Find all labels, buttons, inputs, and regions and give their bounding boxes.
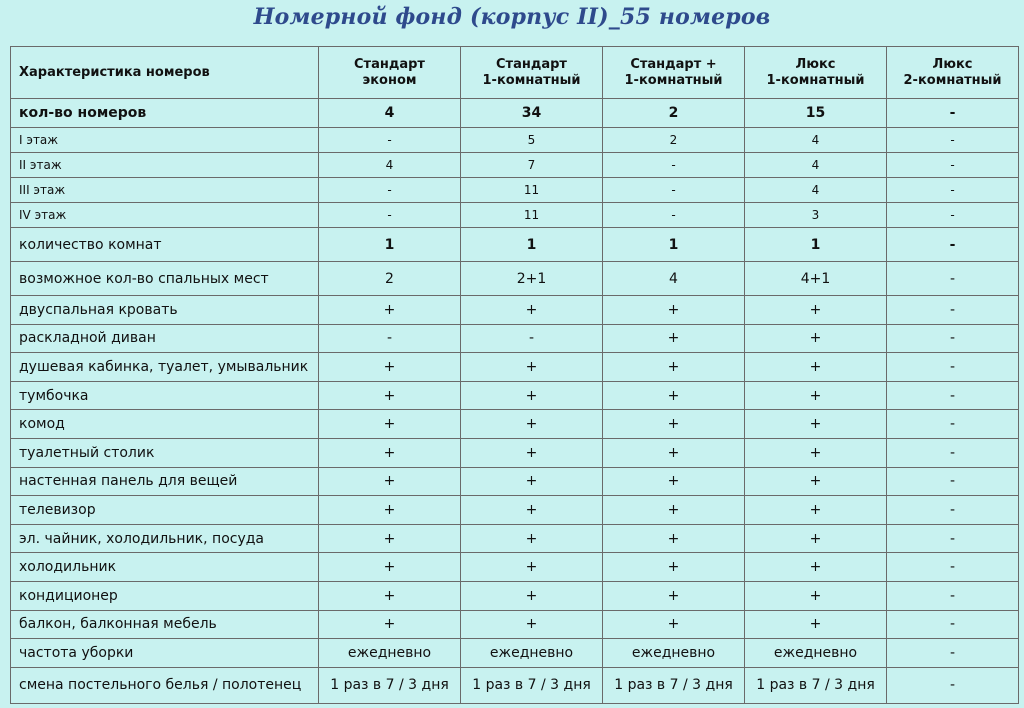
row-label: количество комнат	[11, 228, 319, 262]
table-cell: +	[319, 410, 461, 439]
table-cell: -	[887, 353, 1019, 382]
table-cell: 4	[603, 262, 745, 296]
table-cell: ежедневно	[319, 639, 461, 668]
table-cell: 15	[745, 99, 887, 128]
table-cell: +	[603, 438, 745, 467]
table-cell: +	[745, 553, 887, 582]
table-row	[11, 438, 1019, 467]
row-label: IV этаж	[11, 203, 319, 228]
column-header: Стандарт эконом	[319, 47, 461, 99]
table-cell: 3	[745, 203, 887, 228]
table-cell: 4	[745, 128, 887, 153]
row-label: смена постельного белья / полотенец	[11, 667, 319, 703]
table-cell: -	[887, 667, 1019, 703]
table-row	[11, 296, 1019, 325]
table-row	[11, 178, 1019, 203]
table-row	[11, 639, 1019, 668]
table-cell: +	[319, 381, 461, 410]
table-cell: +	[603, 353, 745, 382]
table-cell: -	[887, 610, 1019, 639]
table-cell: 1	[603, 228, 745, 262]
table-cell: +	[745, 296, 887, 325]
table-cell: +	[319, 353, 461, 382]
table-cell: +	[603, 524, 745, 553]
row-label: холодильник	[11, 553, 319, 582]
table-cell: +	[745, 610, 887, 639]
table-cell: 7	[461, 153, 603, 178]
table-cell: +	[745, 410, 887, 439]
table-cell: 4	[319, 99, 461, 128]
row-label: кол-во номеров	[11, 99, 319, 128]
row-label: кондиционер	[11, 581, 319, 610]
table-row	[11, 203, 1019, 228]
table-cell: 4	[745, 153, 887, 178]
table-cell: -	[887, 524, 1019, 553]
table-cell: +	[461, 524, 603, 553]
row-label: двуспальная кровать	[11, 296, 319, 325]
table-cell: -	[319, 178, 461, 203]
table-cell: +	[603, 496, 745, 525]
table-cell: -	[319, 203, 461, 228]
table-cell: -	[603, 203, 745, 228]
row-label: частота уборки	[11, 639, 319, 668]
table-cell: -	[887, 553, 1019, 582]
table-cell: +	[461, 353, 603, 382]
table-cell: +	[461, 296, 603, 325]
row-label: настенная панель для вещей	[11, 467, 319, 496]
table-cell: 1	[319, 228, 461, 262]
table-row	[11, 99, 1019, 128]
table-cell: +	[461, 381, 603, 410]
table-row	[11, 610, 1019, 639]
row-label: телевизор	[11, 496, 319, 525]
table-cell: 11	[461, 178, 603, 203]
column-header: Характеристика номеров	[11, 47, 319, 99]
table-cell: -	[319, 128, 461, 153]
table-cell: +	[319, 496, 461, 525]
table-cell: 2+1	[461, 262, 603, 296]
table-cell: +	[603, 581, 745, 610]
table-cell: 2	[319, 262, 461, 296]
table-cell: -	[887, 296, 1019, 325]
table-cell: -	[603, 178, 745, 203]
table-cell: +	[745, 324, 887, 353]
table-cell: 4	[319, 153, 461, 178]
table-cell: 1	[745, 228, 887, 262]
table-cell: +	[603, 324, 745, 353]
row-label: балкон, балконная мебель	[11, 610, 319, 639]
table-cell: +	[319, 438, 461, 467]
table-row	[11, 324, 1019, 353]
table-row	[11, 128, 1019, 153]
table-cell: +	[461, 496, 603, 525]
table-row	[11, 410, 1019, 439]
table-cell: 2	[603, 128, 745, 153]
table-cell: -	[887, 324, 1019, 353]
table-cell: +	[461, 410, 603, 439]
table-row	[11, 496, 1019, 525]
table-cell: ежедневно	[461, 639, 603, 668]
row-label: тумбочка	[11, 381, 319, 410]
table-cell: -	[887, 410, 1019, 439]
table-cell: -	[461, 324, 603, 353]
table-cell: +	[603, 410, 745, 439]
table-cell: -	[319, 324, 461, 353]
table-cell: 1 раз в 7 / 3 дня	[319, 667, 461, 703]
table-cell: ежедневно	[745, 639, 887, 668]
table-cell: +	[745, 524, 887, 553]
table-cell: +	[603, 553, 745, 582]
table-row	[11, 553, 1019, 582]
row-label: раскладной диван	[11, 324, 319, 353]
table-cell: +	[461, 553, 603, 582]
table-cell: +	[603, 610, 745, 639]
table-cell: -	[887, 128, 1019, 153]
table-cell: -	[887, 639, 1019, 668]
table-header-row	[11, 47, 1019, 99]
table-cell: +	[745, 467, 887, 496]
table-cell: 4	[745, 178, 887, 203]
column-header: Люкс 2-комнатный	[887, 47, 1019, 99]
table-cell: +	[603, 381, 745, 410]
table-cell: -	[887, 153, 1019, 178]
table-cell: -	[887, 203, 1019, 228]
row-label: душевая кабинка, туалет, умывальник	[11, 353, 319, 382]
table-cell: 1	[461, 228, 603, 262]
column-header: Стандарт + 1-комнатный	[603, 47, 745, 99]
table-cell: 1 раз в 7 / 3 дня	[461, 667, 603, 703]
table-cell: 11	[461, 203, 603, 228]
column-header: Стандарт 1-комнатный	[461, 47, 603, 99]
room-stock-table	[10, 46, 1019, 704]
table-cell: 1 раз в 7 / 3 дня	[603, 667, 745, 703]
table-cell: +	[319, 296, 461, 325]
table-cell: +	[319, 610, 461, 639]
table-cell: +	[603, 296, 745, 325]
table-row	[11, 524, 1019, 553]
row-label: комод	[11, 410, 319, 439]
table-cell: 5	[461, 128, 603, 153]
table-cell: +	[461, 610, 603, 639]
table-cell: -	[887, 467, 1019, 496]
table-cell: -	[887, 496, 1019, 525]
row-label: возможное кол-во спальных мест	[11, 262, 319, 296]
table-cell: +	[461, 581, 603, 610]
table-cell: +	[745, 381, 887, 410]
table-cell: -	[887, 262, 1019, 296]
table-cell: +	[745, 496, 887, 525]
table-cell: +	[745, 438, 887, 467]
table-row	[11, 381, 1019, 410]
table-cell: +	[603, 467, 745, 496]
table-cell: +	[461, 467, 603, 496]
table-cell: -	[603, 153, 745, 178]
row-label: эл. чайник, холодильник, посуда	[11, 524, 319, 553]
table-cell: 1 раз в 7 / 3 дня	[745, 667, 887, 703]
column-header: Люкс 1-комнатный	[745, 47, 887, 99]
table-row	[11, 353, 1019, 382]
row-label: I этаж	[11, 128, 319, 153]
table-cell: 34	[461, 99, 603, 128]
table-cell: -	[887, 381, 1019, 410]
page-title: Номерной фонд (корпус II)_55 номеров	[253, 4, 771, 30]
table-row	[11, 667, 1019, 703]
table-cell: ежедневно	[603, 639, 745, 668]
table-cell: +	[319, 467, 461, 496]
table-cell: +	[745, 581, 887, 610]
table-row	[11, 581, 1019, 610]
table-cell: 2	[603, 99, 745, 128]
table-cell: -	[887, 99, 1019, 128]
table-row	[11, 228, 1019, 262]
table-cell: -	[887, 228, 1019, 262]
row-label: туалетный столик	[11, 438, 319, 467]
row-label: II этаж	[11, 153, 319, 178]
table-cell: -	[887, 178, 1019, 203]
table-cell: +	[319, 581, 461, 610]
table-cell: -	[887, 581, 1019, 610]
table-cell: +	[319, 524, 461, 553]
table-cell: +	[745, 353, 887, 382]
table-cell: +	[461, 438, 603, 467]
table-row	[11, 262, 1019, 296]
table-cell: +	[319, 553, 461, 582]
table-cell: 4+1	[745, 262, 887, 296]
row-label: III этаж	[11, 178, 319, 203]
table-cell: -	[887, 438, 1019, 467]
table-row	[11, 153, 1019, 178]
table-row	[11, 467, 1019, 496]
